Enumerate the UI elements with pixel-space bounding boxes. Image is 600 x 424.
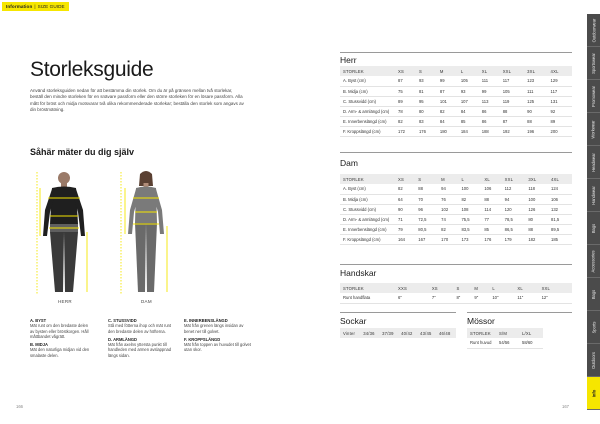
definition-text: Stå med fötterna ihop och mät runt den bredaste delen av höfterna. <box>108 323 172 334</box>
definition-heading: A. BYST <box>30 318 47 323</box>
page-number-left: 166 <box>16 404 23 409</box>
size-value: 78 <box>396 106 417 116</box>
tab-label: Headwear <box>591 152 597 172</box>
size-value: 126 <box>526 204 549 214</box>
section-ribbon <box>2 2 69 11</box>
size-value: 92 <box>549 106 572 116</box>
tab-promowear[interactable] <box>587 80 600 113</box>
sockar-rule <box>340 312 456 313</box>
row-label: C. Stussvidd (cm) <box>340 204 396 214</box>
size-value: 82 <box>459 194 482 204</box>
size-value: 88 <box>416 184 439 194</box>
size-value: 81,5 <box>549 214 572 224</box>
definition-heading: B. MIDJA <box>30 342 48 348</box>
size-value: 108 <box>459 204 482 214</box>
size-value: 100 <box>526 194 549 204</box>
herr-column-header: 4XL <box>549 66 572 76</box>
herr-column-header: S <box>417 66 438 76</box>
row-label: A. Byst (cm) <box>340 76 396 86</box>
herr-column-header: L <box>459 66 480 76</box>
size-value: 124 <box>549 184 572 194</box>
sockar-column-header: 37/39 <box>380 328 399 338</box>
size-value: 170 <box>439 234 459 244</box>
size-value: 173 <box>459 234 482 244</box>
page-title: Storleksguide <box>30 58 154 81</box>
size-value: 100 <box>459 184 482 194</box>
definition-text: Mät den naturliga midjan vid den smalaste delen. <box>30 347 90 358</box>
herr-column-header: M <box>438 66 459 76</box>
definition-text: Mät från axelns yttersta punkt till handleden med armen avslappnad längs sidan. <box>108 342 172 358</box>
tab-label: Workwear <box>591 119 597 139</box>
size-value: 78,5 <box>503 214 527 224</box>
size-value: 81 <box>417 86 438 96</box>
tab-label: Bags <box>591 223 596 233</box>
size-value: 176 <box>482 234 502 244</box>
tab-label: Outdoors <box>591 351 596 369</box>
size-value: 86 <box>480 106 501 116</box>
size-value: 101 <box>438 96 459 106</box>
women-figure-label: DAM <box>141 299 152 304</box>
sockar-column-header: Vinter <box>340 328 361 338</box>
size-value: 54/56 <box>497 338 520 348</box>
size-value: 90 <box>396 204 416 214</box>
size-value: 123 <box>525 76 548 86</box>
row-label: C. Stussvidd (cm) <box>340 96 396 106</box>
table-row <box>340 96 572 106</box>
size-value: 107 <box>459 96 480 106</box>
size-value: 87 <box>438 86 459 96</box>
size-value: 184 <box>459 126 480 136</box>
size-value: 58/60 <box>520 338 543 348</box>
size-value: 125 <box>525 96 548 106</box>
size-value: 188 <box>480 126 501 136</box>
sockar-column-header: 43/45 <box>418 328 437 338</box>
size-value: 93 <box>417 76 438 86</box>
measure-heading: Såhär mäter du dig själv <box>30 147 135 157</box>
size-value: 118 <box>526 184 549 194</box>
size-value: 80 <box>417 106 438 116</box>
herr-body <box>340 76 572 137</box>
size-value: 11" <box>515 293 539 303</box>
size-value: 105 <box>459 76 480 86</box>
herr-size-table <box>340 66 572 137</box>
row-label: D. Arm- & armlängd (cm) <box>340 214 396 224</box>
size-value: 176 <box>417 126 438 136</box>
size-value: 85 <box>459 116 480 126</box>
size-value: 117 <box>549 86 572 96</box>
handskar-title: Handskar <box>340 268 377 278</box>
size-value: 102 <box>439 204 459 214</box>
size-value: 83 <box>417 116 438 126</box>
size-value: 111 <box>525 86 548 96</box>
sockar-header-row <box>340 328 456 338</box>
table-row <box>340 116 572 126</box>
size-value: 85 <box>482 224 502 234</box>
men-figure-label: HERR <box>58 299 72 304</box>
table-row <box>340 126 572 136</box>
size-value: 80,5 <box>416 224 439 234</box>
women-measure-figure <box>116 168 176 298</box>
men-body-shape <box>43 172 85 292</box>
size-value: 114 <box>482 204 502 214</box>
tab-label: Sportswear <box>591 52 596 74</box>
tab-sportswear[interactable] <box>587 47 600 80</box>
intro-text: Använd storleksguiden nedan för att bestämma din storlek. Om du är på gränsen mellan två storlekar, beställ den mindre storleken för en snävare passform eller den större storleken för en lösare passform. Alla mått för bröst och midja motsvarar två olika rekommenderade storlekar; beställa den storlek som angavs av din bröstmätning. <box>30 88 244 112</box>
size-value: 12" <box>540 293 572 303</box>
row-label: E. Innerbenslängd (cm) <box>340 224 396 234</box>
size-value: 119 <box>501 96 525 106</box>
definition-text: Mät runt om den bredaste delen av bysten eller bröstkorgen. Håll måttbandet vågrätt. <box>30 323 89 339</box>
handskar-size-table <box>340 283 572 304</box>
size-value: 84 <box>459 106 480 116</box>
size-value: 82 <box>396 184 416 194</box>
size-value: 196 <box>525 126 548 136</box>
tab-label: Handwear <box>591 185 597 205</box>
herr-column-header: XXL <box>501 66 525 76</box>
dam-column-header: L <box>459 174 482 184</box>
table-row <box>340 214 572 224</box>
handskar-column-header: XL <box>515 283 539 293</box>
table-row <box>340 204 572 214</box>
herr-column-header: XL <box>480 66 501 76</box>
size-value: 182 <box>526 234 549 244</box>
size-value: 129 <box>549 76 572 86</box>
category-tabs <box>587 14 600 410</box>
dam-column-header: XS <box>396 174 416 184</box>
size-value: 95 <box>417 96 438 106</box>
size-value: 96 <box>416 204 439 214</box>
sockar-column-header: 34/36 <box>361 328 380 338</box>
herr-column-header: STORLEK <box>340 66 396 76</box>
handskar-column-header: L <box>490 283 515 293</box>
tab-label: Promowear <box>591 85 596 107</box>
table-row <box>467 338 543 348</box>
size-value: 132 <box>549 204 572 214</box>
size-value: 117 <box>501 76 525 86</box>
size-value: 80 <box>526 214 549 224</box>
mossor-header-row <box>467 328 543 338</box>
size-value: 87 <box>396 76 417 86</box>
tab-handwear[interactable] <box>587 179 600 212</box>
handskar-column-header: STORLEK <box>340 283 396 293</box>
size-value: 90 <box>525 106 548 116</box>
size-value: 84 <box>438 116 459 126</box>
size-value: 89 <box>549 116 572 126</box>
herr-rule <box>340 52 572 53</box>
size-value: 89 <box>396 96 417 106</box>
tab-label: Accessories <box>591 249 597 273</box>
definition-heading: E. INNERBENSLÄNGD <box>184 318 228 323</box>
dam-column-header: XXL <box>503 174 527 184</box>
size-value: 82 <box>438 106 459 116</box>
size-value: 93 <box>459 86 480 96</box>
herr-header-row <box>340 66 572 76</box>
size-value: 71 <box>396 214 416 224</box>
sockar-column-header: 46/48 <box>437 328 456 338</box>
women-body-shape <box>128 171 164 292</box>
size-value: 164 <box>396 234 416 244</box>
table-row <box>340 184 572 194</box>
tab-sports[interactable] <box>587 311 600 344</box>
size-value: 76 <box>439 194 459 204</box>
definition-heading: F. KROPPSLÄNGD <box>184 336 221 342</box>
herr-title: Herr <box>340 55 357 65</box>
men-measure-figure <box>34 168 94 298</box>
size-value: 86 <box>480 116 501 126</box>
size-value: 89,5 <box>549 224 572 234</box>
dam-header-row <box>340 174 572 184</box>
size-value: 82 <box>439 224 459 234</box>
size-value: 94 <box>439 184 459 194</box>
table-row <box>340 234 572 244</box>
tab-outdoors[interactable] <box>587 344 600 377</box>
size-value: 131 <box>549 96 572 106</box>
size-value: 172 <box>396 126 417 136</box>
mossor-column-header: STORLEK <box>467 328 497 338</box>
sockar-size-table <box>340 328 456 338</box>
page-number-right: 167 <box>562 404 569 409</box>
table-row <box>340 224 572 234</box>
size-value: 82 <box>396 116 417 126</box>
row-label: Runt huvud <box>467 338 497 348</box>
dam-title: Dam <box>340 158 358 168</box>
table-row <box>340 86 572 96</box>
size-value: 74 <box>439 214 459 224</box>
row-label: F. Kroppslängd (cm) <box>340 126 396 136</box>
dam-size-table <box>340 174 572 245</box>
handskar-column-header: XS <box>430 283 455 293</box>
herr-column-header: 3XL <box>525 66 548 76</box>
size-value: 113 <box>480 96 501 106</box>
section-separator: | <box>34 4 36 9</box>
size-value: 88 <box>525 116 548 126</box>
row-label: A. Byst (cm) <box>340 184 396 194</box>
definition-text: Mät från grenen längs insidan av benet ner till golvet. <box>184 323 244 334</box>
size-value: 88 <box>482 194 502 204</box>
row-label: B. Midja (cm) <box>340 86 396 96</box>
table-row <box>340 194 572 204</box>
table-row <box>340 293 572 303</box>
mossor-column-header: S/M <box>497 328 520 338</box>
definition-heading: C. STUSSVIDD <box>108 318 137 323</box>
size-value: 72,5 <box>416 214 439 224</box>
size-value: 88 <box>501 106 525 116</box>
row-label: Runt handflata <box>340 293 396 303</box>
size-value: 83,5 <box>459 224 482 234</box>
tab-accessories[interactable] <box>587 245 600 278</box>
tab-label: Outdoorwear <box>591 18 597 42</box>
size-value: 167 <box>416 234 439 244</box>
herr-column-header: XS <box>396 66 417 76</box>
size-value: 180 <box>438 126 459 136</box>
size-value: 77 <box>482 214 502 224</box>
tab-bags[interactable] <box>587 212 600 245</box>
size-value: 105 <box>501 86 525 96</box>
tab-label: Sports <box>591 321 596 333</box>
size-value: 106 <box>549 194 572 204</box>
handskar-column-header: XXS <box>396 283 430 293</box>
size-value: 112 <box>503 184 527 194</box>
size-value: 64 <box>396 194 416 204</box>
size-value: 200 <box>549 126 572 136</box>
mossor-body <box>467 338 543 348</box>
size-value: 111 <box>480 76 501 86</box>
size-value: 9" <box>472 293 490 303</box>
size-value: 8" <box>454 293 472 303</box>
mossor-title: Mössor <box>467 316 495 326</box>
dam-body <box>340 184 572 245</box>
tab-outdoorwear[interactable] <box>587 14 600 47</box>
tab-label: Bags <box>591 289 596 299</box>
row-label: E. Innerbenslängd (cm) <box>340 116 396 126</box>
dam-column-header: XL <box>482 174 502 184</box>
definition-heading: D. ARMLÄNGD <box>108 336 137 342</box>
size-value: 179 <box>503 234 527 244</box>
size-value: 106 <box>482 184 502 194</box>
tab-info[interactable] <box>587 377 600 410</box>
definitions-column-3 <box>184 318 252 353</box>
size-value: 75 <box>396 86 417 96</box>
row-label: B. Midja (cm) <box>340 194 396 204</box>
handskar-rule <box>340 264 572 265</box>
definition-text: Mät från toppen av huvudet till golvet utan skor. <box>184 342 251 353</box>
handskar-column-header: M <box>472 283 490 293</box>
mossor-size-table <box>467 328 543 349</box>
subsection-label: SIZE GUIDE <box>37 4 65 9</box>
handskar-header-row <box>340 283 572 293</box>
sockar-title: Sockar <box>340 316 367 326</box>
handskar-column-header: XXL <box>540 283 572 293</box>
mossor-column-header: L/XL <box>520 328 543 338</box>
dam-column-header: STORLEK <box>340 174 396 184</box>
size-value: 88 <box>526 224 549 234</box>
mossor-rule <box>467 312 572 313</box>
table-row <box>340 76 572 86</box>
dam-rule <box>340 152 572 153</box>
size-value: 10" <box>490 293 515 303</box>
tab-headwear[interactable] <box>587 146 600 179</box>
size-value: 120 <box>503 204 527 214</box>
handskar-body <box>340 293 572 303</box>
size-value: 70 <box>416 194 439 204</box>
row-label: D. Arm- & armlängd (cm) <box>340 106 396 116</box>
size-value: 87 <box>501 116 525 126</box>
size-value: 99 <box>438 76 459 86</box>
size-value: 75,5 <box>459 214 482 224</box>
handskar-column-header: S <box>454 283 472 293</box>
sockar-column-header: 40/42 <box>399 328 418 338</box>
tab-bags[interactable] <box>587 278 600 311</box>
definitions-column-1 <box>30 318 92 358</box>
size-value: 94 <box>503 194 527 204</box>
table-row <box>340 106 572 116</box>
dam-column-header: 3XL <box>526 174 549 184</box>
size-value: 79 <box>396 224 416 234</box>
dam-column-header: S <box>416 174 439 184</box>
size-value: 192 <box>501 126 525 136</box>
dam-column-header: M <box>439 174 459 184</box>
size-value: 7" <box>430 293 455 303</box>
size-value: 86,5 <box>503 224 527 234</box>
dam-column-header: 4XL <box>549 174 572 184</box>
size-value: 6" <box>396 293 430 303</box>
size-value: 185 <box>549 234 572 244</box>
definitions-column-2 <box>108 318 176 358</box>
row-label: F. Kroppslängd (cm) <box>340 234 396 244</box>
section-label: Information <box>6 4 33 9</box>
size-value: 99 <box>480 86 501 96</box>
tab-workwear[interactable] <box>587 113 600 146</box>
tab-label: Info <box>590 389 596 397</box>
